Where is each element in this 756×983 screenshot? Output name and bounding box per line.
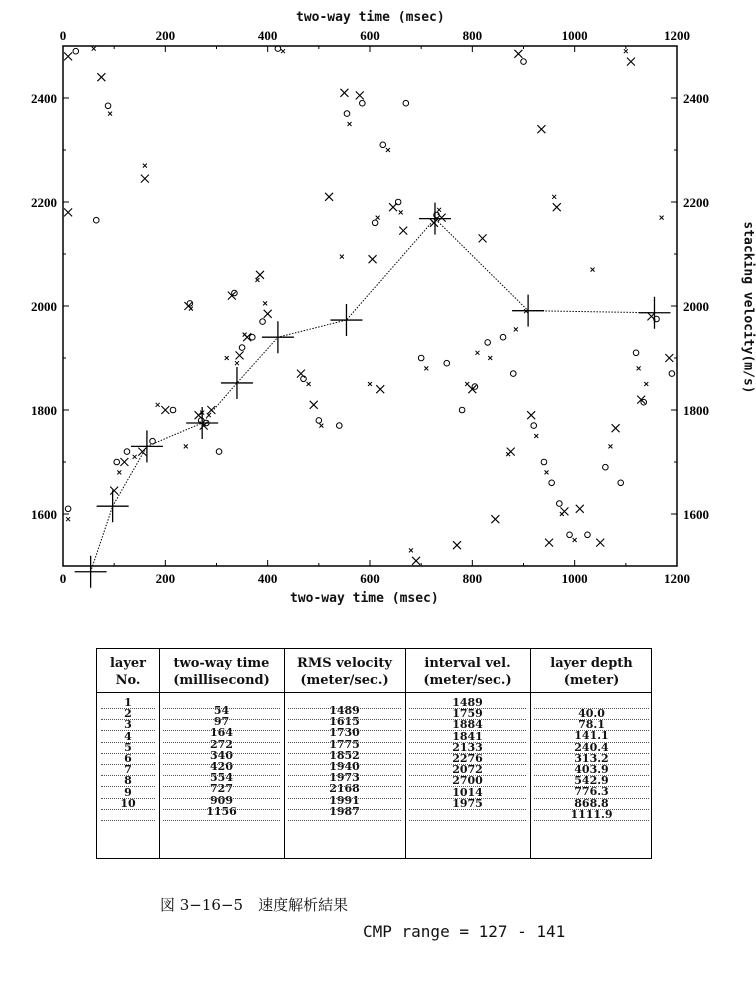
table-cell: 909: [210, 793, 233, 807]
header-interval-vel: interval vel. (meter/sec.): [423, 656, 512, 688]
table-cell: 141.1: [574, 729, 609, 743]
table-dotted-rule: [534, 730, 649, 731]
velocity-table: [96, 648, 652, 859]
table-dotted-rule: [288, 820, 401, 821]
x-tick-label-top: 0: [59, 28, 67, 43]
data-point-circle: [316, 418, 322, 424]
data-point-small-cross: [552, 195, 556, 199]
data-point-cross: [627, 58, 635, 66]
table-cell: 1940: [329, 760, 360, 773]
y-tick-label-left: 2200: [31, 195, 57, 210]
table-dotted-rule: [101, 742, 155, 743]
table-dotted-rule: [288, 753, 401, 754]
table-dotted-rule: [101, 798, 155, 799]
data-point-cross: [256, 271, 264, 279]
picked-velocity-marker: [512, 295, 544, 327]
x-tick-label-top: 400: [257, 28, 278, 43]
data-point-cross: [264, 310, 272, 318]
table-dotted-rule: [409, 719, 526, 720]
table-dotted-rule: [288, 775, 401, 776]
table-cell: 1987: [329, 804, 360, 818]
picked-velocity-marker: [419, 203, 451, 235]
data-point-cross: [310, 401, 318, 409]
data-point-small-cross: [66, 517, 70, 521]
data-point-circle: [150, 438, 156, 444]
table-dotted-rule: [409, 742, 526, 743]
table-dotted-rule: [288, 708, 401, 709]
data-point-cross: [560, 507, 568, 515]
x-tick-label-bottom: 800: [462, 571, 483, 586]
y-tick-label-right: 2200: [683, 195, 709, 210]
data-point-small-cross: [340, 255, 344, 259]
y-tick-label-right: 2000: [683, 299, 709, 314]
figure-caption: 図 3−16−5 速度解析結果: [160, 896, 349, 914]
data-point-small-cross: [399, 210, 403, 214]
table-dotted-rule: [534, 753, 649, 754]
data-point-small-cross: [143, 164, 147, 168]
data-point-small-cross: [644, 382, 648, 386]
table-cell: 97: [213, 715, 230, 729]
table-dotted-rule: [288, 730, 401, 731]
data-point-cross: [236, 351, 244, 359]
table-header-rule: [97, 692, 651, 693]
x-tick-label-bottom: 400: [257, 571, 278, 586]
data-point-circle: [567, 532, 573, 538]
data-point-small-cross: [545, 470, 549, 474]
table-cell: 6: [124, 752, 132, 765]
data-point-small-cross: [409, 548, 413, 552]
data-point-small-cross: [591, 268, 595, 272]
y-tick-label-left: 1800: [31, 403, 57, 418]
data-point-circle: [541, 459, 547, 465]
data-point-circle: [187, 301, 193, 307]
data-point-circle: [65, 506, 71, 512]
table-dotted-rule: [409, 708, 526, 709]
data-point-small-cross: [156, 403, 160, 407]
table-dotted-rule: [163, 786, 280, 787]
data-point-cross: [207, 406, 215, 414]
data-point-cross: [507, 448, 515, 456]
table-dotted-rule: [288, 742, 401, 743]
y-tick-label-left: 1600: [31, 507, 57, 522]
table-dotted-rule: [101, 753, 155, 754]
data-point-small-cross: [608, 444, 612, 448]
table-dotted-rule: [163, 764, 280, 765]
table-cell: 1: [124, 696, 132, 709]
data-point-cross: [514, 50, 522, 58]
data-point-small-cross: [235, 361, 239, 365]
data-point-cross: [369, 255, 377, 263]
data-point-cross: [527, 411, 535, 419]
data-point-circle: [444, 360, 450, 366]
y-tick-label-left: 2000: [31, 299, 57, 314]
table-cell: 240.4: [574, 740, 609, 754]
table-dotted-rule: [409, 798, 526, 799]
table-cell: 272: [210, 737, 233, 751]
table-cell: 2168: [329, 782, 360, 796]
x-axis-title-bottom: two-way time (msec): [290, 591, 439, 606]
y-tick-label-right: 1600: [683, 507, 709, 522]
x-axis-title-top: two-way time (msec): [296, 10, 445, 25]
data-point-circle: [93, 217, 99, 223]
table-cell: 1615: [329, 715, 360, 729]
table-dotted-rule: [288, 798, 401, 799]
data-point-circle: [239, 345, 245, 351]
table-cell: 7: [124, 763, 132, 777]
data-point-cross: [141, 175, 149, 183]
x-tick-label-bottom: 0: [59, 571, 67, 586]
header-rms-velocity: RMS velocity (meter/sec.): [297, 656, 392, 688]
table-dotted-rule: [101, 719, 155, 720]
table-cell: 10: [120, 796, 136, 810]
data-point-small-cross: [488, 356, 492, 360]
data-point-small-cross: [184, 444, 188, 448]
data-point-small-cross: [376, 216, 380, 220]
data-point-small-cross: [437, 208, 441, 212]
data-point-cross: [376, 385, 384, 393]
table-cell: 2276: [452, 752, 483, 765]
data-point-cross: [479, 234, 487, 242]
data-point-small-cross: [108, 112, 112, 116]
picked-velocity-marker: [330, 304, 362, 336]
data-point-circle: [510, 371, 516, 377]
data-point-small-cross: [117, 470, 121, 474]
table-dotted-rule: [409, 786, 526, 787]
table-cell: 78.1: [578, 718, 605, 732]
table-dotted-rule: [534, 742, 649, 743]
table-cell: 554: [210, 771, 233, 785]
data-point-small-cross: [637, 366, 641, 370]
data-point-circle: [557, 501, 563, 507]
table-cell: 1156: [206, 804, 237, 818]
table-cell: 1991: [329, 793, 360, 807]
table-cell: 868.8: [574, 796, 609, 810]
data-point-circle: [549, 480, 555, 486]
x-tick-label-top: 200: [155, 28, 176, 43]
table-dotted-rule: [409, 753, 526, 754]
data-point-circle: [380, 142, 386, 148]
table-dotted-rule: [101, 775, 155, 776]
table-cell: 40.0: [578, 707, 605, 720]
data-point-small-cross: [348, 122, 352, 126]
x-tick-label-top: 800: [462, 28, 483, 43]
data-point-small-cross: [263, 301, 267, 305]
data-point-circle: [500, 334, 506, 340]
data-point-cross: [665, 354, 673, 362]
data-point-circle: [669, 371, 675, 377]
x-tick-label-top: 1000: [561, 28, 588, 43]
table-cell: 1973: [329, 771, 360, 785]
data-point-circle: [403, 100, 409, 106]
data-point-small-cross: [624, 49, 628, 53]
data-point-cross: [356, 91, 364, 99]
data-point-circle: [633, 350, 639, 356]
table-dotted-rule: [409, 820, 526, 821]
data-point-circle: [250, 334, 256, 340]
data-point-circle: [344, 111, 350, 117]
x-tick-label-top: 600: [360, 28, 380, 43]
data-point-circle: [585, 532, 591, 538]
data-point-circle: [260, 319, 266, 325]
y-tick-label-right: 2400: [683, 91, 709, 106]
table-cell: 164: [210, 726, 233, 740]
data-point-cross: [97, 73, 105, 81]
table-cell: 2133: [452, 740, 483, 754]
table-dotted-rule: [163, 708, 280, 709]
x-tick-label-top: 1200: [664, 28, 690, 43]
table-cell: 727: [210, 782, 233, 796]
picked-velocity-marker: [638, 297, 670, 329]
table-cell: 1884: [452, 718, 483, 732]
table-cell: 2: [124, 707, 132, 721]
table-dotted-rule: [534, 798, 649, 799]
data-point-circle: [521, 59, 527, 65]
table-dotted-rule: [534, 764, 649, 765]
table-cell: 2700: [452, 774, 483, 788]
table-cell: 5: [124, 740, 132, 754]
data-point-circle: [459, 407, 465, 413]
table-cell: 1111.9: [570, 807, 613, 821]
picked-velocity-marker: [97, 490, 129, 522]
data-point-cross: [537, 125, 545, 133]
table-dotted-rule: [534, 809, 649, 810]
table-dotted-rule: [534, 719, 649, 720]
table-dotted-rule: [409, 809, 526, 810]
data-point-small-cross: [307, 382, 311, 386]
data-point-small-cross: [386, 148, 390, 152]
cmp-range: CMP range = 127 - 141: [363, 922, 566, 941]
table-dotted-rule: [163, 820, 280, 821]
data-point-circle: [360, 100, 366, 106]
table-cell: 4: [124, 729, 132, 743]
y-tick-label-right: 1800: [683, 403, 709, 418]
data-point-circle: [114, 459, 120, 465]
data-point-small-cross: [319, 424, 323, 428]
data-point-small-cross: [92, 47, 96, 51]
data-point-circle: [124, 449, 130, 455]
data-point-circle: [485, 340, 491, 346]
data-point-cross: [453, 541, 461, 549]
data-point-cross: [161, 406, 169, 414]
table-dotted-rule: [163, 730, 280, 731]
table-dotted-rule: [409, 775, 526, 776]
table-dotted-rule: [288, 809, 401, 810]
table-dotted-rule: [163, 742, 280, 743]
table-dotted-rule: [409, 764, 526, 765]
data-point-cross: [325, 193, 333, 201]
data-point-small-cross: [573, 538, 577, 542]
data-point-small-cross: [514, 327, 518, 331]
table-dotted-rule: [101, 708, 155, 709]
table-cell: 776.3: [574, 785, 609, 799]
data-point-cross: [576, 505, 584, 513]
data-point-circle: [603, 464, 609, 470]
data-point-circle: [372, 220, 378, 226]
x-tick-label-bottom: 1200: [664, 571, 690, 586]
x-tick-label-bottom: 1000: [561, 571, 588, 586]
table-dotted-rule: [288, 786, 401, 787]
data-point-cross: [399, 227, 407, 235]
table-cell: 8: [124, 774, 132, 788]
data-point-circle: [337, 423, 343, 429]
table-cell: 1775: [329, 737, 360, 751]
data-point-cross: [438, 214, 446, 222]
x-tick-label-bottom: 200: [155, 571, 176, 586]
picked-velocity-marker: [75, 556, 107, 588]
header-layer-depth: layer depth (meter): [550, 656, 633, 688]
data-point-cross: [110, 487, 118, 495]
data-point-circle: [618, 480, 624, 486]
table-cell: 403.9: [574, 763, 609, 776]
table-cell: 340: [210, 748, 233, 762]
table-cell: 54: [213, 704, 230, 717]
table-dotted-rule: [163, 809, 280, 810]
data-point-cross: [120, 458, 128, 466]
table-dotted-rule: [101, 730, 155, 731]
table-dotted-rule: [101, 809, 155, 810]
table-cell: 1759: [452, 707, 483, 721]
data-point-circle: [395, 199, 401, 205]
data-point-cross: [389, 203, 397, 211]
data-point-circle: [73, 48, 79, 54]
picked-velocity-marker: [262, 321, 294, 353]
table-cell: 420: [210, 760, 233, 773]
table-cell: 1852: [329, 748, 360, 762]
table-dotted-rule: [163, 798, 280, 799]
table-cell: 1489: [452, 696, 483, 709]
table-cell: 1014: [452, 785, 483, 799]
header-layer: layer No.: [109, 656, 147, 688]
data-point-small-cross: [368, 382, 372, 386]
data-point-circle: [216, 449, 222, 455]
data-point-small-cross: [424, 366, 428, 370]
data-point-circle: [531, 423, 537, 429]
table-cell: 1841: [452, 729, 483, 743]
table-cell: 542.9: [574, 774, 609, 788]
table-dotted-rule: [534, 820, 649, 821]
table-dotted-rule: [163, 753, 280, 754]
table-cell: 2072: [452, 763, 483, 777]
picked-velocity-marker: [221, 367, 253, 399]
data-point-small-cross: [475, 351, 479, 355]
table-dotted-rule: [101, 820, 155, 821]
data-point-cross: [596, 539, 604, 547]
data-point-cross: [491, 515, 499, 523]
data-point-cross: [412, 557, 420, 565]
data-point-cross: [553, 203, 561, 211]
data-point-small-cross: [534, 434, 538, 438]
data-point-small-cross: [133, 455, 137, 459]
table-dotted-rule: [163, 719, 280, 720]
data-point-small-cross: [660, 216, 664, 220]
table-cell: 9: [124, 785, 132, 799]
y-axis-title-right: stacking velocity(m/s): [740, 221, 756, 394]
table-cell: 1489: [329, 704, 360, 717]
data-point-small-cross: [189, 307, 193, 311]
table-dotted-rule: [534, 786, 649, 787]
table-cell: 313.2: [574, 751, 609, 765]
data-point-cross: [612, 424, 620, 432]
data-point-cross: [64, 52, 72, 60]
table-cell: 1975: [452, 796, 483, 810]
data-point-cross: [64, 208, 72, 216]
x-tick-label-bottom: 600: [360, 571, 380, 586]
table-dotted-rule: [288, 719, 401, 720]
table-dotted-rule: [163, 775, 280, 776]
data-point-circle: [418, 355, 424, 361]
table-cell: 1730: [329, 726, 360, 740]
header-two-way-time: two-way time (millisecond): [173, 656, 270, 688]
table-dotted-rule: [288, 764, 401, 765]
table-dotted-rule: [409, 730, 526, 731]
data-point-circle: [170, 407, 176, 413]
table-dotted-rule: [101, 786, 155, 787]
table-dotted-rule: [534, 775, 649, 776]
data-point-cross: [340, 89, 348, 97]
picked-velocity-line: [91, 219, 655, 572]
table-dotted-rule: [534, 708, 649, 709]
data-point-cross: [545, 539, 553, 547]
data-point-small-cross: [225, 356, 229, 360]
table-cell: 3: [124, 718, 132, 732]
table-dotted-rule: [101, 764, 155, 765]
data-point-small-cross: [281, 49, 285, 53]
data-point-circle: [105, 103, 111, 109]
y-tick-label-left: 2400: [31, 91, 57, 106]
plot-frame: [63, 46, 677, 566]
